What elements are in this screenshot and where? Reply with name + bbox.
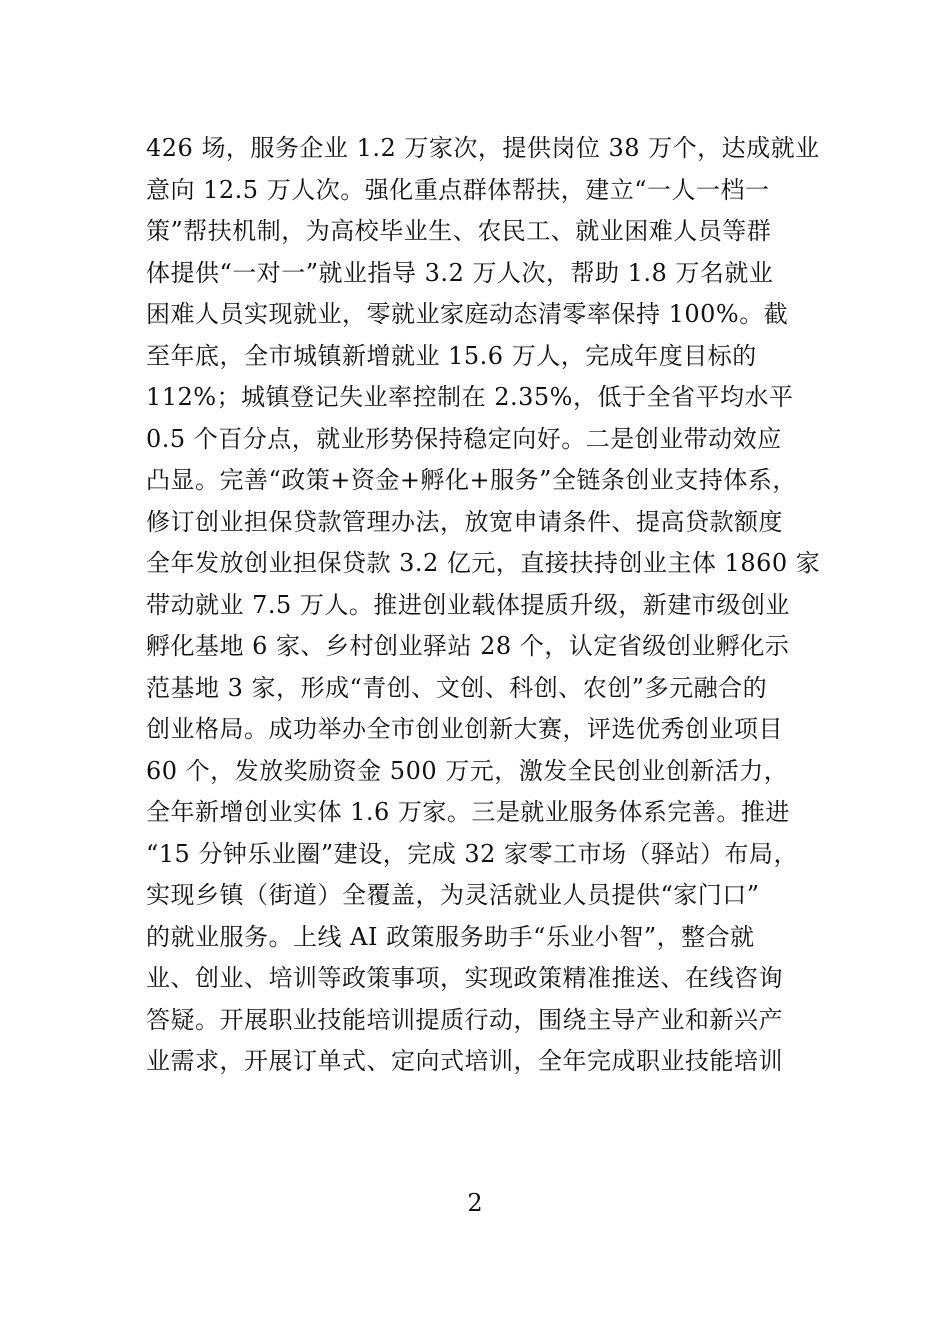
text-line: 孵化基地 6 家、乡村创业驿站 28 个，认定省级创业孵化示 xyxy=(146,632,790,660)
text-line: 60 个，发放奖励资金 500 万元，激发全民创业创新活力， xyxy=(146,756,789,785)
body-text xyxy=(146,128,821,1083)
page-number: 2 xyxy=(467,1189,483,1217)
text-line: 至年底，全市城镇新增就业 15.6 万人，完成年度目标的 xyxy=(146,341,757,370)
text-line: 凸显。完善“政策+资金+孵化+服务”全链条创业支持体系， xyxy=(146,466,797,494)
text-line: 体提供“一对一”就业指导 3.2 万人次，帮助 1.8 万名就业 xyxy=(146,258,774,287)
text-line: 实现乡镇（街道）全覆盖，为灵活就业人员提供“家门口” xyxy=(146,881,760,909)
text-line: 答疑。开展职业技能培训提质行动，围绕主导产业和新兴产 xyxy=(146,1005,783,1034)
text-line: 业需求，开展订单式、定向式培训，全年完成职业技能培训 xyxy=(146,1047,783,1075)
text-line: 创业格局。成功举办全市创业创新大赛，评选优秀创业项目 xyxy=(146,715,783,743)
text-line: 426 场，服务企业 1.2 万家次，提供岗位 38 万个，达成就业 xyxy=(146,134,820,162)
text-line: 困难人员实现就业，零就业家庭动态清零率保持 100%。截 xyxy=(146,300,789,328)
text-line: 0.5 个百分点，就业形势保持稳定向好。二是创业带动效应 xyxy=(146,424,782,453)
text-line: 全年发放创业担保贷款 3.2 亿元，直接扶持创业主体 1860 家 xyxy=(146,549,821,577)
text-line: 修订创业担保贷款管理办法，放宽申请条件、提高贷款额度 xyxy=(146,507,783,536)
text-line: 带动就业 7.5 万人。推进创业载体提质升级，新建市级创业 xyxy=(146,590,790,619)
text-line: 范基地 3 家，形成“青创、文创、科创、农创”多元融合的 xyxy=(146,673,768,702)
text-line: 112%；城镇登记失业率控制在 2.35%，低于全省平均水平 xyxy=(146,383,794,411)
text-line: 策”帮扶机制，为高校毕业生、农民工、就业困难人员等群 xyxy=(146,217,772,245)
text-line: “15 分钟乐业圈”建设，完成 32 家零工市场（驿站）布局， xyxy=(146,839,799,868)
text-line: 业、创业、培训等政策事项，实现政策精准推送、在线咨询 xyxy=(146,964,783,992)
text-line: 的就业服务。上线 AI 政策服务助手“乐业小智”，整合就 xyxy=(146,922,755,951)
text-line: 意向 12.5 万人次。强化重点群体帮扶，建立“一人一档一 xyxy=(146,175,770,204)
text-line: 全年新增创业实体 1.6 万家。三是就业服务体系完善。推进 xyxy=(146,798,790,826)
